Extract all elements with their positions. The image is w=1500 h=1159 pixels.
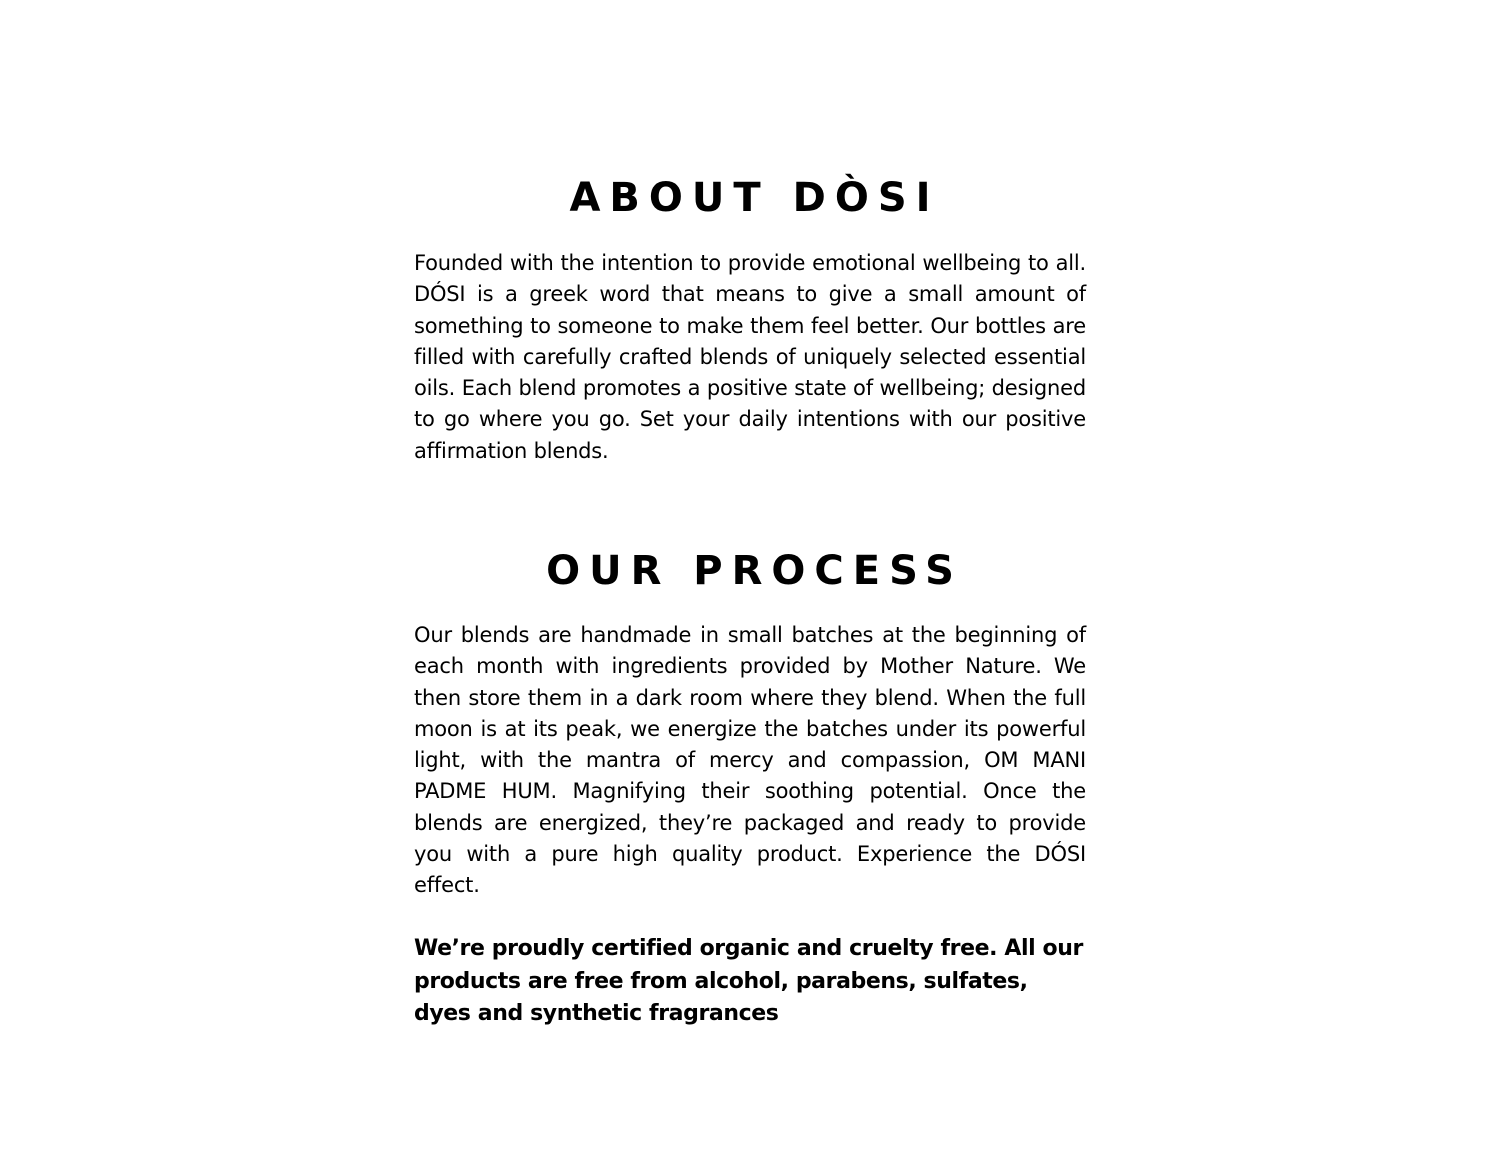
process-heading: OUR PROCESS: [546, 548, 963, 594]
process-paragraph: Our blends are handmade in small batches at the beginning of each month with ingredients provided by Mother Nature. We then store them in a dark room where they blend. When the full moon is at its peak, we energize the batches under its powerful light, with the mantra of mercy and compassion, OM MANI PADME HUM. Magnifying their soothing potential. Once the blends are energized, they’re packaged and ready to provide you with a pure high quality product. Experience the DÓSI effect.: [414, 623, 1086, 898]
certification-note: We’re proudly certified organic and cruelty free. All our products are free from alcohol, parabens, sulfates, dyes and synthetic fragrances: [414, 936, 1083, 1026]
about-paragraph: Founded with the intention to provide emotional wellbeing to all. DÓSI is a greek word that means to give a small amount of something to someone to make them feel better. Our bottles are filled with carefully crafted blends of uniquely selected essential oils. Each blend promotes a positive state of wellbeing; designed to go where you go. Set your daily intentions with our positive affirmation blends.: [414, 251, 1086, 463]
about-heading: ABOUT DÒSI: [569, 175, 940, 221]
